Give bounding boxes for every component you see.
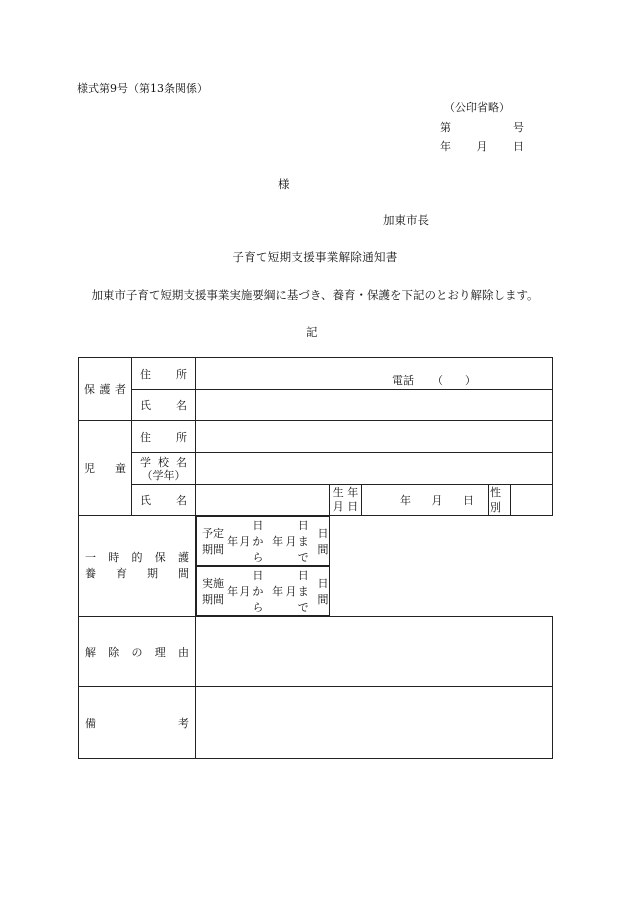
reason-row xyxy=(79,617,553,687)
sex-field[interactable] xyxy=(511,485,553,516)
form-table xyxy=(78,357,553,759)
school-field[interactable] xyxy=(196,453,553,485)
day-label: 日 xyxy=(513,140,524,153)
guardian-address-label: 住 所 xyxy=(132,358,196,390)
child-address-field[interactable] xyxy=(196,421,553,453)
actual-period-field[interactable]: 実施期間 年 月 日から 年 月 日まで 日間 xyxy=(196,566,330,616)
document-number-line xyxy=(440,119,524,135)
scheduled-period-field[interactable]: 予定期間 年 月 日から 年 月 日まで 日間 xyxy=(196,516,330,566)
reason-field[interactable] xyxy=(196,617,553,687)
ki-heading: 記 xyxy=(306,325,318,339)
form-number: 様式第9号（第13条関係） xyxy=(77,82,208,95)
child-name-label: 氏 名 xyxy=(132,485,196,516)
birthdate-label: 生 年 月 日 xyxy=(330,485,362,516)
remarks-label: 備 考 xyxy=(79,687,196,759)
guardian-label: 保 護 者 xyxy=(79,358,132,421)
period-label: 一 時 的 保 護 養 育 期 間 xyxy=(79,516,196,617)
addressee-suffix: 様 xyxy=(278,177,290,191)
phone-paren: （ ） xyxy=(432,373,477,387)
issuer: 加東市長 xyxy=(383,213,429,227)
body-text: 加東市子育て短期支援事業実施要綱に基づき、養育・保護を下記のとおり解除します。 xyxy=(91,288,539,302)
child-name-field[interactable] xyxy=(196,485,330,516)
guardian-name-label: 氏 名 xyxy=(132,390,196,421)
document-title: 子育て短期支援事業解除通知書 xyxy=(232,250,398,264)
child-name-row xyxy=(79,485,553,516)
guardian-address-field[interactable] xyxy=(196,358,553,390)
child-address-row xyxy=(79,421,553,453)
number-suffix: 号 xyxy=(513,121,524,134)
actual-label: 実施期間 xyxy=(202,577,224,606)
phone-label: 電話 xyxy=(392,373,415,387)
guardian-name-row xyxy=(79,390,553,421)
child-address-label: 住 所 xyxy=(132,421,196,453)
remarks-field[interactable] xyxy=(196,687,553,759)
year-label: 年 xyxy=(440,140,451,153)
issue-date-line xyxy=(440,138,524,154)
guardian-address-row xyxy=(79,358,553,390)
scheduled-period-row xyxy=(79,516,553,567)
child-school-row xyxy=(79,453,553,485)
school-label: 学 校 名 （学年） xyxy=(132,453,196,485)
seal-omitted-note: （公印省略） xyxy=(444,101,510,114)
sex-label: 性 別 xyxy=(489,485,511,516)
scheduled-label: 予定期間 xyxy=(202,527,224,556)
reason-label: 解 除 の 理 由 xyxy=(79,617,196,687)
number-prefix: 第 xyxy=(440,121,451,134)
remarks-row xyxy=(79,687,553,759)
month-label: 月 xyxy=(476,140,488,153)
birthdate-field[interactable]: 年 月 日 xyxy=(362,485,489,516)
guardian-name-field[interactable] xyxy=(196,390,553,421)
child-label: 児 童 xyxy=(79,421,132,516)
